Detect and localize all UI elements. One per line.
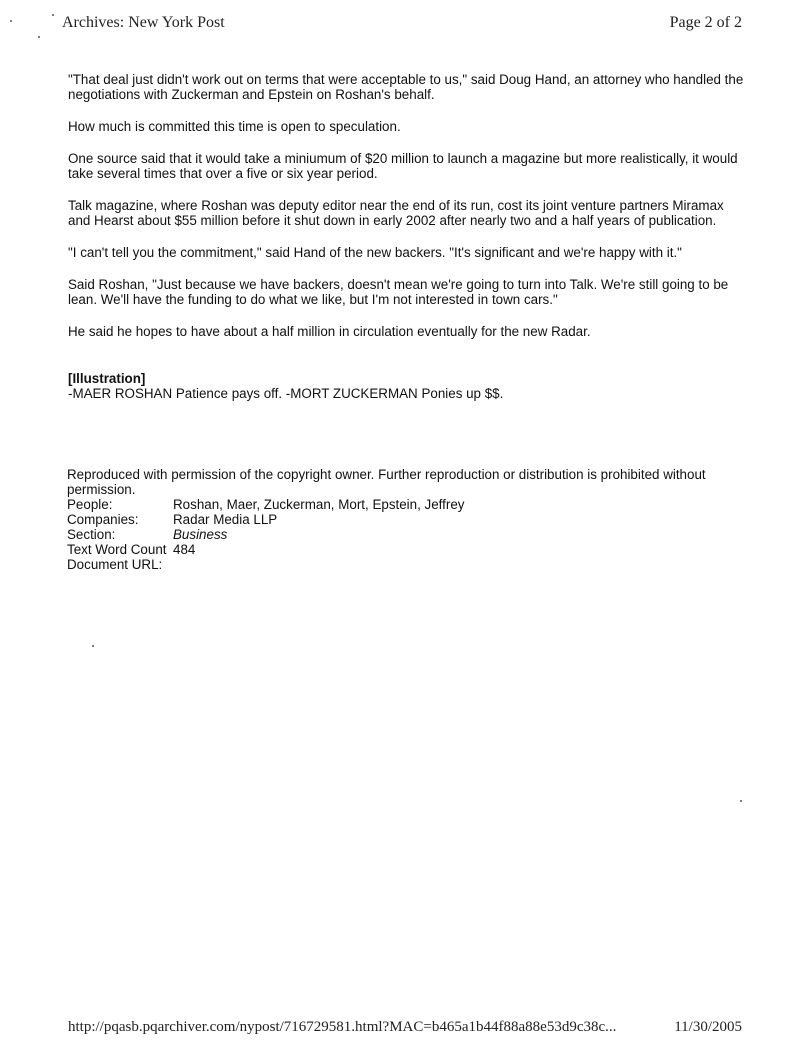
section-label: Section:: [67, 527, 116, 542]
article-paragraph: "That deal just didn't work out on terms that were acceptable to us," said Doug Hand, an attorney who handled the negotiations with Zuckerman and Epstein on Roshan's behalf.: [68, 72, 744, 102]
word-count-label: Text Word Count: [67, 542, 167, 557]
document-url-value: [173, 557, 717, 572]
article-paragraph: "I can't tell you the commitment," said Hand of the new backers. "It's significant and we're happy with it.": [68, 245, 682, 260]
article-paragraph: One source said that it would take a miniumum of $20 million to launch a magazine but more realistically, it would take several times that over a five or six year period.: [68, 151, 738, 181]
scan-speck: [38, 36, 40, 38]
article-paragraph: He said he hopes to have about a half million in circulation eventually for the new Radar.: [68, 324, 591, 339]
people-row: [67, 497, 717, 512]
scan-speck: [740, 800, 742, 802]
companies-value: Radar Media LLP: [173, 512, 278, 527]
illustration-block: [68, 371, 748, 401]
document-metadata: [67, 467, 717, 572]
scan-speck: [10, 20, 12, 22]
section-value: Business: [173, 527, 228, 542]
article-paragraph: Said Roshan, "Just because we have backers, doesn't mean we're going to turn into Talk. We're still going to be lean. We'll have the funding to do what we like, but I'm not interested in town cars.": [68, 277, 729, 307]
scan-speck: [92, 645, 94, 647]
scan-speck: [52, 14, 54, 16]
section-row: [67, 527, 717, 542]
header-title: Archives: New York Post: [62, 14, 225, 31]
article-paragraph: Talk magazine, where Roshan was deputy editor near the end of its run, cost its joint venture partners Miramax and Hearst about $55 million before it shut down in early 2002 after nearly two and a half years of publication.: [68, 198, 724, 228]
article-body: [68, 72, 748, 356]
illustration-heading: [Illustration]: [68, 371, 146, 386]
illustration-caption: -MAER ROSHAN Patience pays off. -MORT ZUCKERMAN Ponies up $$.: [68, 386, 504, 401]
copyright-notice: Reproduced with permission of the copyright owner. Further reproduction or distribution is prohibited without permission.: [67, 467, 706, 497]
word-count-value: 484: [173, 542, 196, 557]
footer-url: http://pqasb.pqarchiver.com/nypost/716729581.html?MAC=b465a1b44f88a88e53d9c38c...: [68, 1019, 617, 1035]
document-url-row: [67, 557, 717, 572]
document-url-label: Document URL:: [67, 557, 163, 572]
companies-row: [67, 512, 717, 527]
people-value: Roshan, Maer, Zuckerman, Mort, Epstein, Jeffrey: [173, 497, 465, 512]
page-number: Page 2 of 2: [669, 14, 742, 31]
companies-label: Companies:: [67, 512, 139, 527]
people-label: People:: [67, 497, 113, 512]
article-paragraph: How much is committed this time is open to speculation.: [68, 119, 401, 134]
footer-date: 11/30/2005: [674, 1019, 742, 1035]
word-count-row: [67, 542, 717, 557]
